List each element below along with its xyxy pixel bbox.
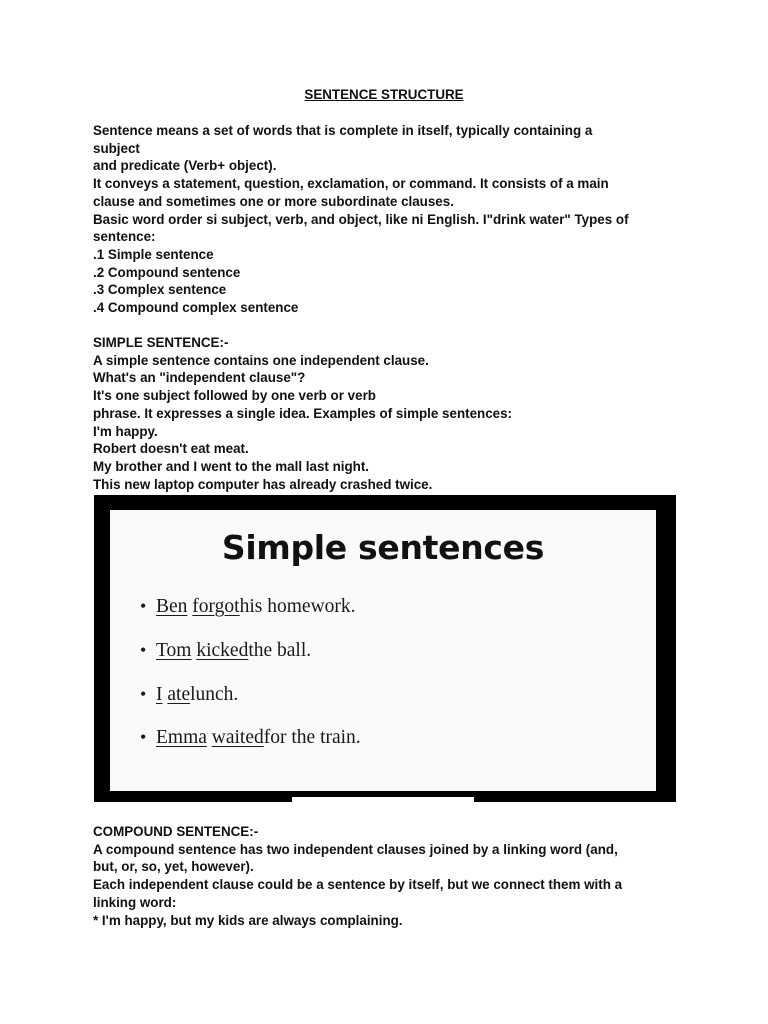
text-line: Each independent clause could be a sentence by itself, but we connect them with a xyxy=(93,877,623,893)
text-line: but, or, so, yet, however). xyxy=(93,859,254,875)
bullet-icon: • xyxy=(140,639,147,660)
list-item: .1 Simple sentence xyxy=(93,246,214,262)
section-heading: COMPOUND SENTENCE:- xyxy=(93,824,259,839)
image-example-item xyxy=(140,596,361,640)
image-edge xyxy=(292,797,474,802)
image-title: Simple sentences xyxy=(221,528,545,567)
example-verb: forgot xyxy=(192,596,240,617)
bullet-icon: • xyxy=(140,727,147,748)
image-example-item xyxy=(140,640,361,684)
text-line: Basic word order si subject, verb, and object, like ni English. I"drink water" Types of xyxy=(93,211,629,227)
compound-sentence-section xyxy=(93,823,683,929)
text-line: It conveys a statement, question, exclamation, or command. It consists of a main xyxy=(93,176,609,192)
example-subject: I xyxy=(156,683,163,705)
example-rest: lunch. xyxy=(190,683,239,705)
example-line: * I'm happy, but my kids are always complaining. xyxy=(93,912,403,928)
text-line: A simple sentence contains one independent clause. xyxy=(93,352,429,368)
text-line: phrase. It expresses a single idea. Examples of simple sentences: xyxy=(93,405,513,421)
text-line: and predicate (Verb+ object). xyxy=(93,158,277,174)
text-line: Sentence means a set of words that is complete in itself, typically containing a xyxy=(93,123,593,138)
example-rest: for the train. xyxy=(263,727,361,749)
text-line: sentence: xyxy=(93,229,156,245)
example-rest: the ball. xyxy=(248,639,312,661)
text-line: linking word: xyxy=(93,894,177,910)
image-example-list xyxy=(140,596,361,771)
image-example-item xyxy=(140,684,361,728)
example-subject: Emma xyxy=(156,727,207,749)
example-verb: kicked xyxy=(196,639,249,661)
example-verb: ate xyxy=(167,683,191,705)
list-item: .2 Compound sentence xyxy=(93,264,241,280)
example-rest: his homework. xyxy=(239,596,356,617)
text-line: It's one subject followed by one verb or verb xyxy=(93,388,376,404)
example-line: Robert doesn't eat meat. xyxy=(93,441,249,457)
text-line: subject xyxy=(93,140,140,156)
image-content xyxy=(110,510,656,791)
list-item: .3 Complex sentence xyxy=(93,282,227,298)
intro-section xyxy=(93,122,683,317)
example-verb: waited xyxy=(211,727,264,749)
text-line: What's an "independent clause"? xyxy=(93,370,306,386)
example-subject: Ben xyxy=(156,596,188,617)
bullet-icon: • xyxy=(140,596,147,616)
example-line: I'm happy. xyxy=(93,423,158,439)
list-item: .4 Compound complex sentence xyxy=(93,300,299,316)
text-line: clause and sometimes one or more subordinate clauses. xyxy=(93,193,454,209)
page-title: SENTENCE STRUCTURE xyxy=(304,87,464,102)
simple-sentence-section xyxy=(93,334,683,493)
simple-sentences-image xyxy=(94,495,676,802)
example-line: This new laptop computer has already crashed twice. xyxy=(93,476,433,492)
bullet-icon: • xyxy=(140,683,147,704)
section-heading: SIMPLE SENTENCE:- xyxy=(93,335,229,350)
text-line: A compound sentence has two independent clauses joined by a linking word (and, xyxy=(93,841,618,857)
image-example-item xyxy=(140,727,361,771)
example-line: My brother and I went to the mall last night. xyxy=(93,458,370,474)
example-subject: Tom xyxy=(156,639,192,661)
